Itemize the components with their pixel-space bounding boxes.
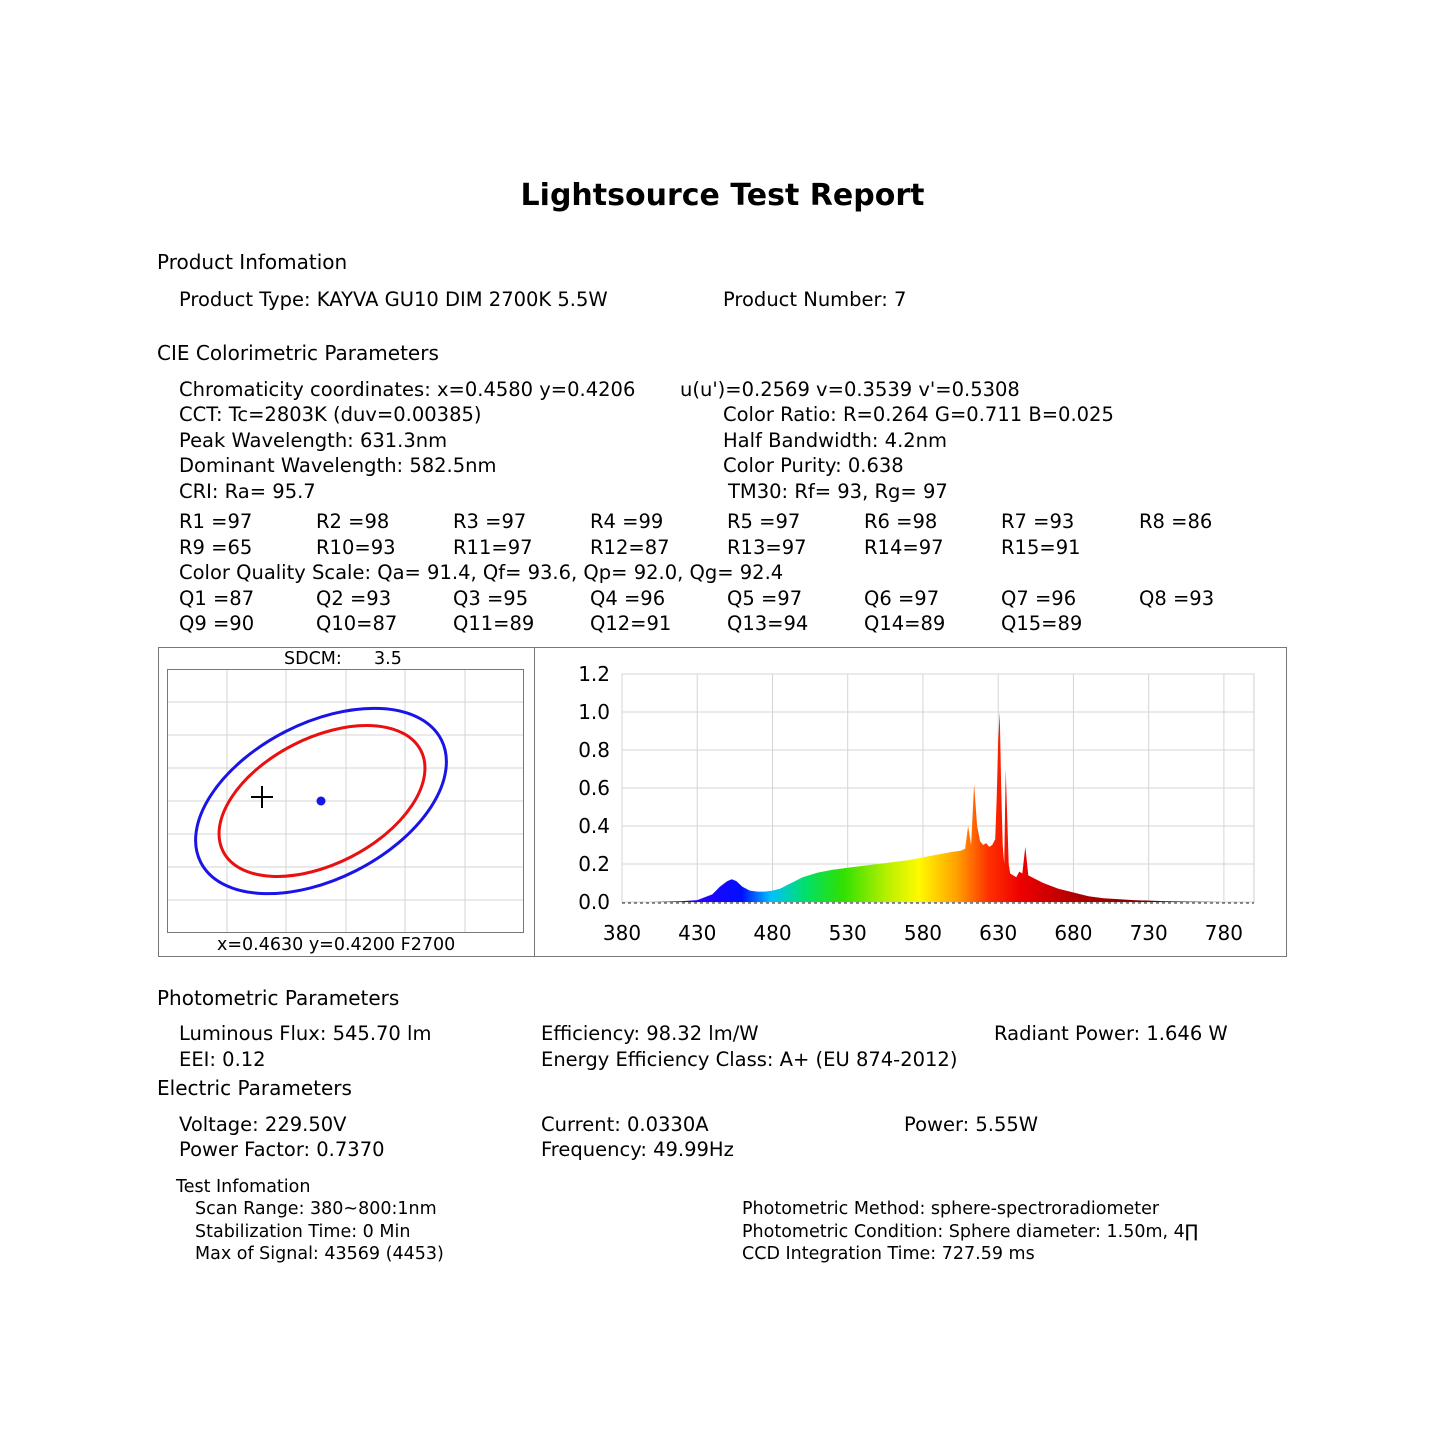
- report-title: Lightsource Test Report: [520, 178, 925, 213]
- q-value: Q13=94: [727, 612, 809, 635]
- product-heading: Product Infomation: [157, 250, 348, 274]
- figure-divider: [534, 647, 535, 957]
- chromaticity: Chromaticity coordinates: x=0.4580 y=0.4206: [179, 378, 636, 401]
- frequency: Frequency: 49.99Hz: [541, 1138, 734, 1161]
- r-value: R7 =93: [1001, 510, 1075, 533]
- x-tick-label: 680: [1054, 921, 1093, 945]
- x-tick-label: 730: [1129, 921, 1168, 945]
- q-value: Q1 =87: [179, 587, 255, 610]
- r-value: R14=97: [864, 536, 944, 559]
- r-value: R10=93: [316, 536, 396, 559]
- cct: CCT: Tc=2803K (duv=0.00385): [179, 403, 482, 426]
- peak-wavelength: Peak Wavelength: 631.3nm: [179, 429, 448, 452]
- sdcm-footer: x=0.4630 y=0.4200 F2700: [217, 935, 456, 955]
- q-value: Q4 =96: [590, 587, 666, 610]
- photometric-heading: Photometric Parameters: [157, 986, 400, 1010]
- r-value: R13=97: [727, 536, 807, 559]
- r-value: R4 =99: [590, 510, 664, 533]
- r-value: R15=91: [1001, 536, 1081, 559]
- x-tick-label: 580: [903, 921, 943, 945]
- stabilization-time: Stabilization Time: 0 Min: [195, 1222, 411, 1242]
- x-tick-label: 630: [979, 921, 1018, 945]
- current: Current: 0.0330A: [541, 1113, 709, 1136]
- electric-heading: Electric Parameters: [157, 1076, 352, 1100]
- x-tick-label: 430: [678, 921, 717, 945]
- measured-point: [317, 797, 326, 806]
- y-tick-label: 0.6: [578, 776, 610, 800]
- photometric-condition: Photometric Condition: Sphere diameter: 1.50m, 4∏: [742, 1222, 1199, 1242]
- q-value: Q6 =97: [864, 587, 940, 610]
- ccd-integration-time: CCD Integration Time: 727.59 ms: [742, 1244, 1035, 1264]
- q-value: Q14=89: [864, 612, 946, 635]
- x-tick-label: 480: [753, 921, 792, 945]
- uv-coordinates: u(u')=0.2569 v=0.3539 v'=0.5308: [680, 378, 1020, 401]
- radiant-power: Radiant Power: 1.646 W: [994, 1022, 1228, 1045]
- test-heading: Test Infomation: [176, 1177, 311, 1197]
- spectrum-x-ticks: [603, 921, 1243, 945]
- tm30: TM30: Rf= 93, Rg= 97: [728, 480, 948, 503]
- efficiency: Efficiency: 98.32 lm/W: [541, 1022, 759, 1045]
- scan-range: Scan Range: 380~800:1nm: [195, 1199, 437, 1219]
- y-tick-label: 0.4: [578, 814, 610, 838]
- r-value: R9 =65: [179, 536, 253, 559]
- q-value: Q5 =97: [727, 587, 803, 610]
- r-value: R1 =97: [179, 510, 253, 533]
- r-value: R5 =97: [727, 510, 801, 533]
- r-value: R6 =98: [864, 510, 938, 533]
- q-value: Q7 =96: [1001, 587, 1077, 610]
- x-tick-label: 780: [1204, 921, 1243, 945]
- color-ratio: Color Ratio: R=0.264 G=0.711 B=0.025: [723, 403, 1114, 426]
- x-tick-label: 380: [602, 921, 642, 945]
- voltage: Voltage: 229.50V: [179, 1113, 347, 1136]
- luminous-flux: Luminous Flux: 545.70 lm: [179, 1022, 432, 1045]
- y-tick-label: 0.2: [578, 852, 610, 876]
- r-value: R8 =86: [1139, 510, 1213, 533]
- r-value: R11=97: [453, 536, 533, 559]
- r-value: R3 =97: [453, 510, 527, 533]
- q-value: Q3 =95: [453, 587, 529, 610]
- product-type: Product Type: KAYVA GU10 DIM 2700K 5.5W: [179, 288, 608, 311]
- color-purity: Color Purity: 0.638: [723, 454, 904, 477]
- q-value: Q9 =90: [179, 612, 255, 635]
- product-number: Product Number: 7: [723, 288, 907, 311]
- power: Power: 5.55W: [904, 1113, 1039, 1136]
- photometric-method: Photometric Method: sphere-spectroradiometer: [742, 1199, 1160, 1219]
- y-tick-label: 0.0: [578, 890, 610, 914]
- q-value: Q12=91: [590, 612, 672, 635]
- spectrum-area: [622, 712, 1254, 902]
- r-value: R12=87: [590, 536, 670, 559]
- cri: CRI: Ra= 95.7: [179, 480, 316, 503]
- x-tick-label: 530: [828, 921, 867, 945]
- q-value: Q10=87: [316, 612, 398, 635]
- q-value: Q2 =93: [316, 587, 392, 610]
- q-value: Q15=89: [1001, 612, 1083, 635]
- y-tick-label: 1.2: [578, 662, 610, 686]
- sdcm-value: 3.5: [374, 649, 402, 669]
- energy-class: Energy Efficiency Class: A+ (EU 874-2012): [541, 1048, 958, 1071]
- dominant-wavelength: Dominant Wavelength: 582.5nm: [179, 454, 497, 477]
- cie-heading: CIE Colorimetric Parameters: [157, 341, 439, 365]
- sdcm-label: SDCM:: [284, 649, 342, 669]
- y-tick-label: 0.8: [578, 738, 610, 762]
- spectrum-y-ticks: [578, 662, 610, 914]
- q-value: Q8 =93: [1139, 587, 1215, 610]
- q-value: Q11=89: [453, 612, 535, 635]
- y-tick-label: 1.0: [578, 700, 610, 724]
- spectrum-chart: [540, 652, 1280, 952]
- r-value: R2 =98: [316, 510, 390, 533]
- max-signal: Max of Signal: 43569 (4453): [195, 1244, 444, 1264]
- sdcm-plot: [167, 669, 525, 934]
- eei: EEI: 0.12: [179, 1048, 266, 1071]
- color-quality-scale: Color Quality Scale: Qa= 91.4, Qf= 93.6, Qp= 92.0, Qg= 92.4: [179, 561, 784, 584]
- power-factor: Power Factor: 0.7370: [179, 1138, 385, 1161]
- half-bandwidth: Half Bandwidth: 4.2nm: [723, 429, 948, 452]
